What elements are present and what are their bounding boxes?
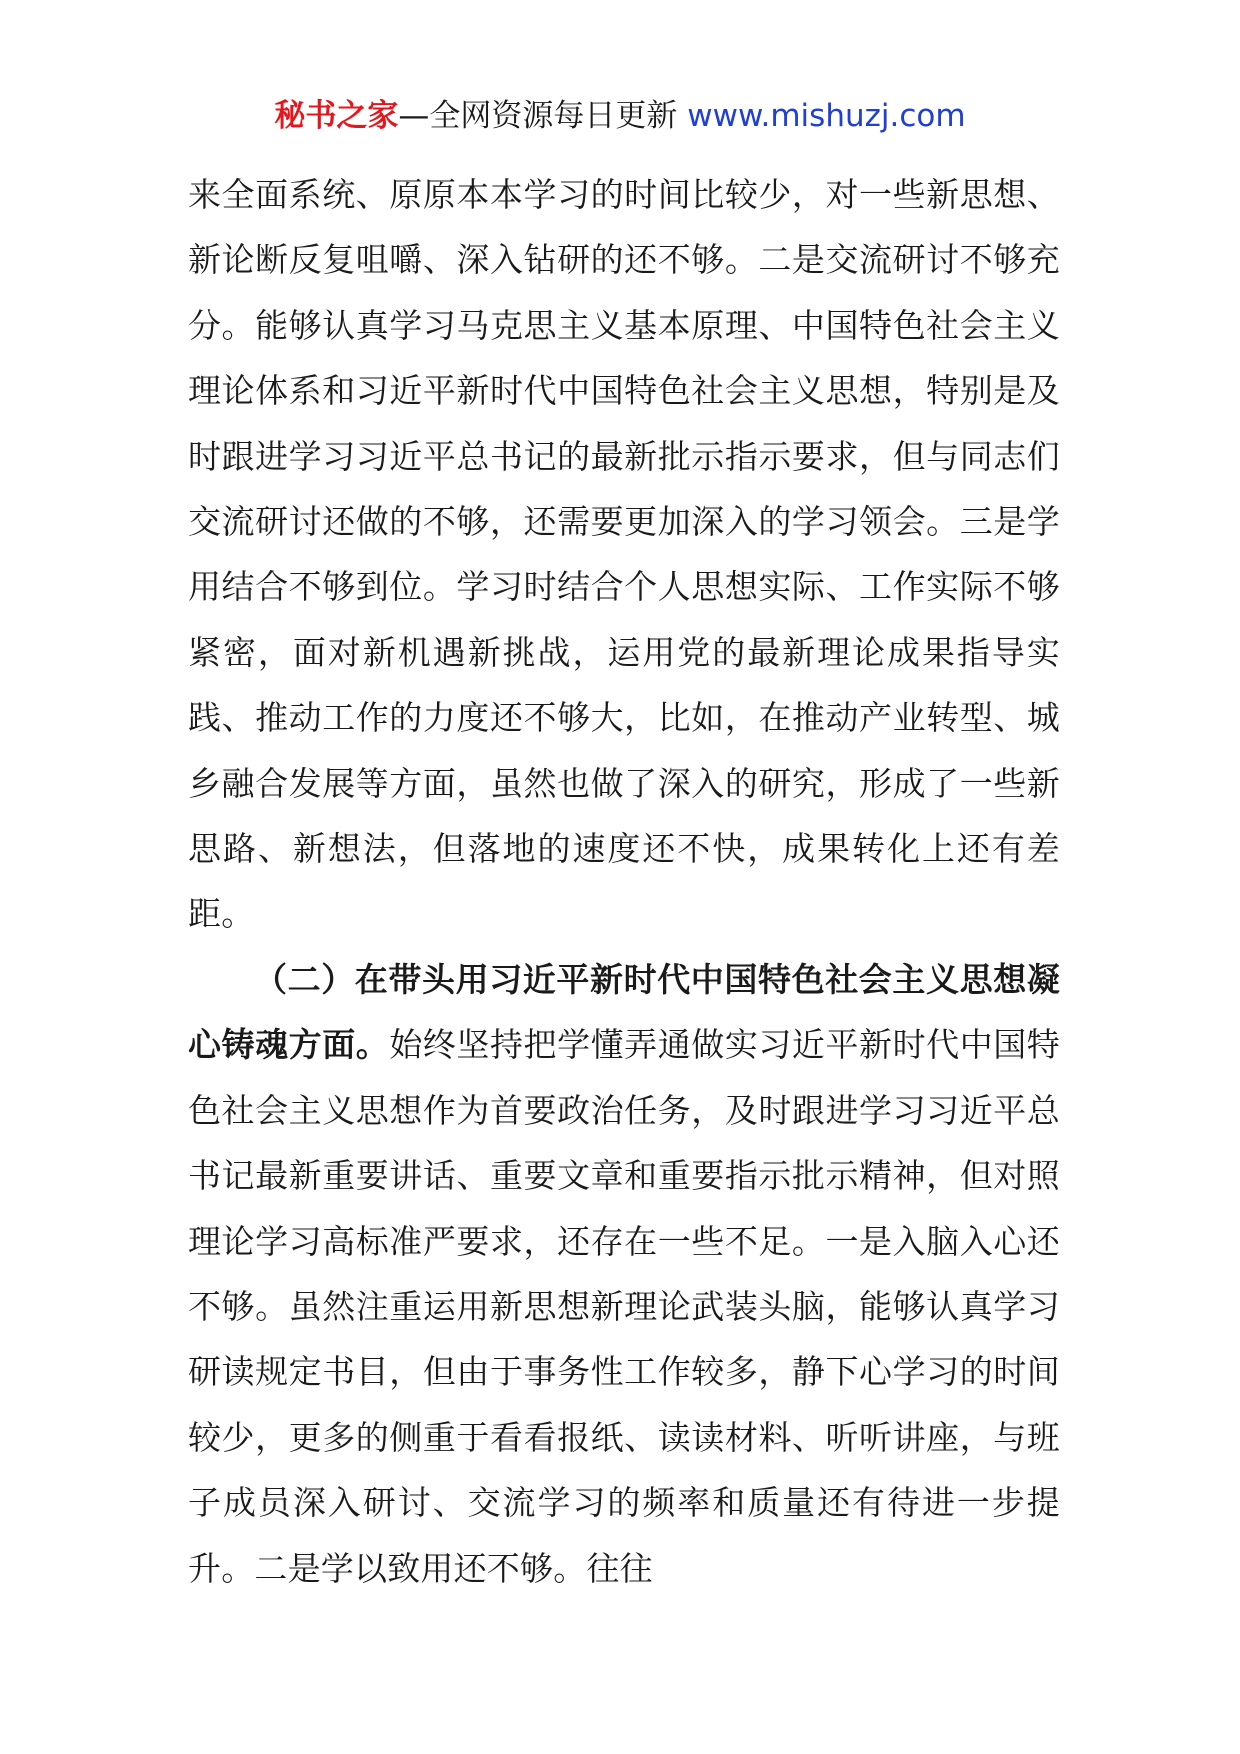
paragraph-2-body: 始终坚持把学懂弄通做实习近平新时代中国特色社会主义思想作为首要政治任务，及时跟进学习习近平总书记最新重要讲话、重要文章和重要指示批示精神，但对照理论学习高标准严要求，还存在一些不足。一是入脑入心还不够。虽然注重运用新思想新理论武装头脑，能够认真学习研读规定书目，但由于事务性工作较多，静下心学习的时间较少，更多的侧重于看看报纸、读读材料、听听讲座，与班子成员深入研讨、交流学习的频率和质量还有待进一步提升。二是学以致用还不够。往往	[188, 1025, 1060, 1588]
paragraph-1: 来全面系统、原原本本学习的时间比较少，对一些新思想、新论断反复咀嚼、深入钻研的还不够。二是交流研讨不够充分。能够认真学习马克思主义基本原理、中国特色社会主义理论体系和习近平新时代中国特色社会主义思想，特别是及时跟进学习习近平总书记的最新批示指示要求，但与同志们交流研讨还做的不够，还需要更加深入的学习领会。三是学用结合不够到位。学习时结合个人思想实际、工作实际不够紧密，面对新机遇新挑战，运用党的最新理论成果指导实践、推动工作的力度还不够大，比如，在推动产业转型、城乡融合发展等方面，虽然也做了深入的研究，形成了一些新思路、新想法，但落地的速度还不快，成果转化上还有差距。	[188, 175, 1060, 934]
brand-name: 秘书之家	[274, 98, 399, 134]
document-body	[188, 162, 1060, 1601]
site-url-link[interactable]: www.mishuzj.com	[687, 98, 966, 134]
section-heading: （二）在带头用习近平新时代中国特色社会主义思想凝心铸魂方面。	[188, 959, 1060, 1065]
header-slogan: —全网资源每日更新	[398, 98, 678, 134]
paragraph-2	[188, 947, 1060, 1601]
site-header	[0, 96, 1240, 136]
